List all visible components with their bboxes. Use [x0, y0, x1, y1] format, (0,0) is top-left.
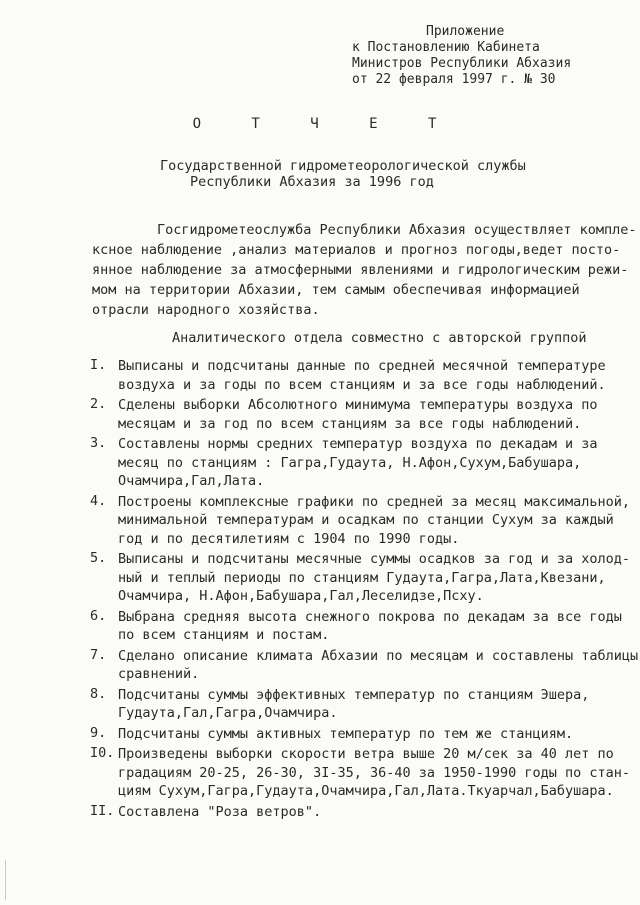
- intro-line: мом на территории Абхазии, тем самым обеспечивая информацией: [92, 282, 580, 298]
- intro-paragraph: [92, 220, 637, 320]
- appendix-line: от 22 февраля 1997 г. № 30: [352, 72, 556, 87]
- subtitle-line: Государственной гидрометеорологической службы: [160, 158, 526, 174]
- list-item-text: [118, 686, 589, 723]
- list-item-line: месяцам и за год по всем станциям за все годы наблюдений.: [118, 415, 582, 432]
- list-item-text: [118, 803, 321, 822]
- list-item: [90, 646, 639, 684]
- report-title: О Т Ч Е Т: [192, 116, 458, 132]
- intro-line: янное наблюдение за атмосферными явлениями и гидрологическим режи-: [92, 262, 629, 278]
- list-item-line: Гудаута,Гал,Гагра,Очамчира.: [118, 705, 338, 721]
- list-item: [90, 745, 631, 801]
- list-item-text: [118, 550, 630, 606]
- list-item-number: 2.: [90, 396, 107, 412]
- list-item-line: Подсчитаны суммы активных температур по тем же станциям.: [118, 725, 574, 742]
- list-item-number: 7.: [90, 646, 107, 663]
- list-item-line: месяц по станциям : Гагра,Гудаута, Н.Афон,Сухум,Бабушара,: [118, 454, 582, 471]
- scan-margin-mark: [5, 860, 6, 900]
- list-item-text: [118, 435, 598, 491]
- list-item-line: сравнений.: [118, 666, 200, 682]
- list-item-number: I0.: [90, 745, 115, 761]
- list-item: [90, 550, 631, 606]
- list-item-number: 5.: [90, 550, 107, 566]
- list-item-line: Сделано описание климата Абхазии по месяцам и составлены таблицы: [118, 647, 639, 664]
- list-item: [90, 803, 625, 822]
- list-item-line: Выбрана средняя высота снежного покрова по декадам за все годы: [118, 608, 622, 625]
- list-item: [90, 686, 625, 723]
- list-item-number: II.: [90, 802, 115, 819]
- list-item-line: Очамчира, Н.Афон,Бабушара,Гал,Леселидзе,Псху.: [118, 588, 484, 604]
- list-item: [90, 396, 625, 433]
- list-item-line: циям Сухум,Гагра,Гудаута,Очамчира,Гал,Лата.Ткуарчал,Бабушара.: [118, 783, 614, 799]
- list-item-line: Выписаны и подсчитаны месячные суммы осадков за год и за холод-: [118, 551, 631, 567]
- list-item-line: градациям 20-25, 26-30, 3I-35, 36-40 за 1950-1990 годы по стан-: [118, 764, 631, 781]
- list-item-text: [118, 493, 630, 549]
- section-heading: Аналитического отдела совместно с авторской группой: [172, 330, 587, 346]
- list-item: [90, 492, 631, 549]
- intro-line: отрасли народного хозяйства.: [92, 302, 320, 318]
- intro-line: Госгидрометеослужба Республики Абхазия осуществляет комплe-: [157, 222, 637, 238]
- list-item-line: воздуха и за годы по всем станциям и за все годы наблюдений.: [118, 376, 606, 393]
- list-item-text: [118, 745, 630, 801]
- list-item-text: [118, 396, 598, 433]
- list-item: [90, 725, 625, 744]
- list-item-number: I.: [90, 357, 107, 373]
- list-item-number: 6.: [90, 607, 107, 624]
- list-item-line: Сделены выборки Абсолютного минимума температуры воздуха по: [118, 397, 598, 413]
- list-item-line: минимальной температурам и осадкам по станции Сухум за каждый: [118, 512, 614, 528]
- intro-line: ксное наблюдение ,анализ материалов и прогноз погоды,ведет посто-: [92, 242, 621, 258]
- numbered-list: [90, 357, 639, 823]
- list-item-text: [118, 725, 573, 744]
- list-item: [90, 608, 625, 645]
- list-item: [90, 357, 625, 394]
- appendix-line: к Постановлению Кабинета: [352, 40, 540, 55]
- subtitle-line: Республики Абхазия за 1996 год: [190, 174, 434, 190]
- list-item-line: Построены комплексные графики по средней за месяц максимальной,: [118, 493, 631, 510]
- list-item-line: Подсчитаны суммы эффективных температур по станциям Эшера,: [118, 686, 590, 703]
- list-item-text: [118, 608, 622, 645]
- list-item-number: 3.: [90, 435, 107, 451]
- list-item-line: ный и теплый периоды по станциям Гудаута,Гагра,Лата,Квезани,: [118, 569, 606, 586]
- list-item-line: Произведены выборки скорости ветра выше 20 м/сек за 40 лет по: [118, 746, 614, 762]
- list-item: [90, 435, 625, 491]
- appendix-block: [352, 24, 571, 88]
- list-item-text: [118, 357, 606, 394]
- list-item-number: 8.: [90, 685, 107, 702]
- appendix-line: Министров Республики Абхазия: [352, 56, 572, 71]
- report-subtitle: [160, 158, 526, 190]
- list-item-text: [118, 647, 638, 684]
- list-item-line: по всем станциям и постам.: [118, 627, 330, 643]
- list-item-line: Очамчира,Гал,Лата.: [118, 473, 265, 489]
- appendix-line: Приложение: [426, 24, 505, 39]
- list-item-line: Выписаны и подсчитаны данные по средней месячной температуре: [118, 358, 606, 374]
- list-item-number: 4.: [90, 492, 107, 509]
- list-item-number: 9.: [90, 724, 107, 741]
- list-item-line: Составлены нормы средних температур воздуха по декадам и за: [118, 436, 598, 452]
- list-item-line: год и по десятилетиям с 1904 по 1990 годы.: [118, 530, 460, 547]
- list-item-line: Составлена "Роза ветров".: [118, 803, 322, 820]
